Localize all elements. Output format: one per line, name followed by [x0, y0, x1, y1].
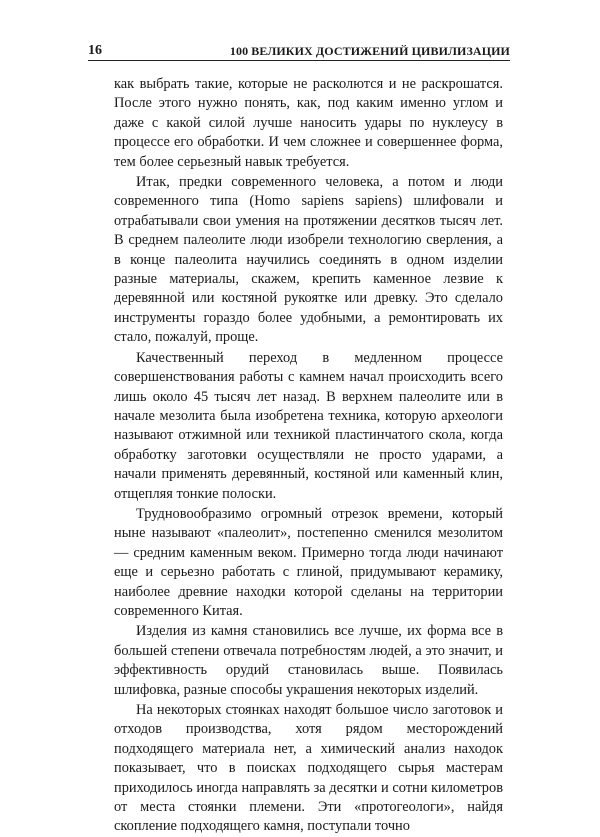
- paragraph: На некоторых стоянках находят большое число заготовок и отходов производства, хотя рядом месторождений подходящего материала нет, а химический анализ находок показывает, что в поисках подходящего сырья мастерам приходилось иногда направлять за десятки и сотни километров от места стоянки племени. Эти «протогеологи», найдя скопление подходящего камня, поступали точно: [114, 702, 503, 835]
- paragraph: Качественный переход в медленном процессе совершенствования работы с камнем начал происходить всего лишь около 45 тысяч лет назад. В верхнем палеолите или в начале мезолита была изобретена техника, которую археологи называют отжимной или техникой пластинчатого скола, когда обработку заготовки осуществляли не просто ударами, а начали применять деревянный, костяной или каменный клин, отщепляя тонкие полоски.: [114, 349, 503, 502]
- paragraph: Трудновообразимо огромный отрезок времени, который ныне называют «палеолит», постепенно сменился мезолитом — средним каменным веком. Примерно тогда люди начинают еще и серьезно работать с глиной, придумывают керамику, наиболее древние находки которой сделаны на территории современного Китая.: [114, 505, 503, 619]
- body-text: [114, 75, 503, 837]
- page-number: 16: [88, 43, 102, 58]
- paragraph: Изделия из камня становились все лучше, их форма все в большей степени отвечала потребностям людей, а это значит, и эффективность орудий становилась выше. Появилась шлифовка, разные способы украшения некоторых изделий.: [114, 623, 503, 698]
- paragraph: Итак, предки современного человека, а потом и люди современного типа (Homo sapiens sapiens) шлифовали и отрабатывали свои умения на протяжении десятков тысяч лет. В среднем палеолите люди изобрели технологию сверления, а в конце палеолита научились соединять в одном изделии разные материалы, скажем, крепить каменное лезвие к деревянной или костяной рукоятке или древку. Это сделало инструменты гораздо более удобными, а ремонтировать их стало, пожалуй, проще.: [114, 174, 503, 346]
- paragraph: как выбрать такие, которые не расколются и не раскрошатся. После этого нужно понять, как, под каким именно углом и даже с какой силой лучше наносить удары по нуклеусу в процессе его обработки. И чем сложнее и совершеннее форма, тем более серьезный навык требуется.: [114, 76, 503, 170]
- running-header: [88, 42, 510, 61]
- book-title: 100 ВЕЛИКИХ ДОСТИЖЕНИЙ ЦИВИЛИЗАЦИИ: [229, 44, 510, 58]
